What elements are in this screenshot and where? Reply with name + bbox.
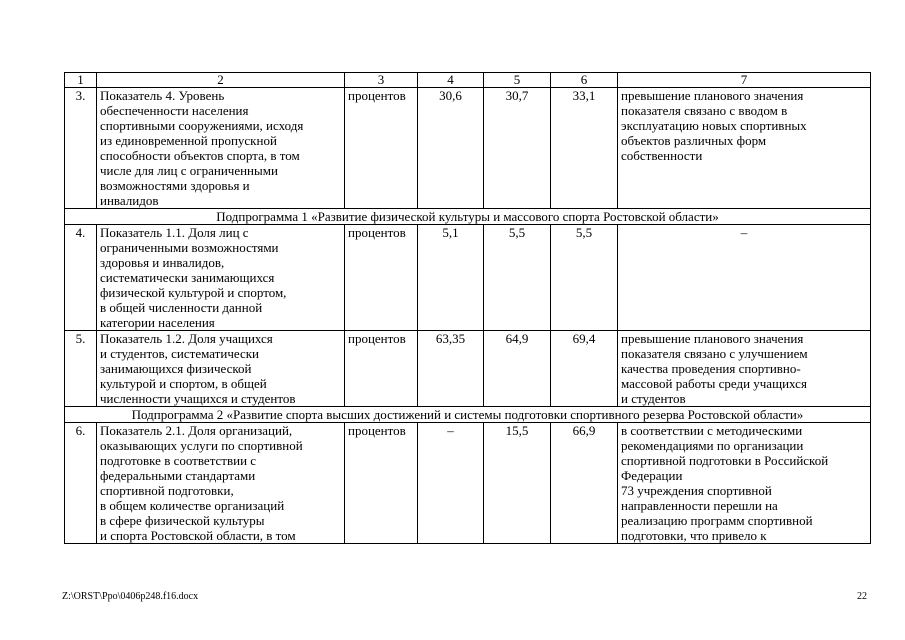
- value-cell: 33,1: [551, 88, 618, 209]
- row-number: 3.: [65, 88, 97, 209]
- indicators-table: [64, 72, 871, 544]
- column-header: 6: [551, 73, 618, 88]
- table-row: [65, 88, 871, 209]
- table-header-row: [65, 73, 871, 88]
- value-cell: 64,9: [484, 331, 551, 407]
- note-cell: –: [618, 225, 871, 331]
- note-cell: превышение планового значения показателя связано с вводом в эксплуатацию новых спортивных объектов различных форм собственности: [618, 88, 871, 209]
- value-cell: 69,4: [551, 331, 618, 407]
- indicator-cell: Показатель 4. Уровень обеспеченности населения спортивными сооружениями, исходя из единовременной пропускной способности объектов спорта, в том числе для лиц с ограниченными возможностями здоровья и инвалидов: [97, 88, 345, 209]
- row-number: 6.: [65, 423, 97, 544]
- subprogram-title: Подпрограмма 1 «Развитие физической культуры и массового спорта Ростовской области»: [65, 209, 871, 225]
- value-cell: 5,1: [418, 225, 484, 331]
- value-cell: 5,5: [484, 225, 551, 331]
- column-header: 7: [618, 73, 871, 88]
- column-header: 2: [97, 73, 345, 88]
- indicator-cell: Показатель 1.1. Доля лиц с ограниченными возможностями здоровья и инвалидов, систематически занимающихся физической культурой и спортом, в общей численности данной категории населения: [97, 225, 345, 331]
- unit-cell: процентов: [345, 331, 418, 407]
- note-cell: превышение планового значения показателя связано с улучшением качества проведения спортивно- массовой работы среди учащихся и студентов: [618, 331, 871, 407]
- subprogram-row: [65, 209, 871, 225]
- column-header: 4: [418, 73, 484, 88]
- value-cell: 5,5: [551, 225, 618, 331]
- row-number: 4.: [65, 225, 97, 331]
- unit-cell: процентов: [345, 423, 418, 544]
- subprogram-row: [65, 407, 871, 423]
- row-number: 5.: [65, 331, 97, 407]
- column-header: 1: [65, 73, 97, 88]
- value-cell: 30,7: [484, 88, 551, 209]
- table-row: [65, 225, 871, 331]
- indicator-cell: Показатель 2.1. Доля организаций, оказывающих услуги по спортивной подготовке в соответствии с федеральными стандартами спортивной подготовки, в общем количестве организаций в сфере физической культуры и спорта Ростовской области, в том: [97, 423, 345, 544]
- table-row: [65, 423, 871, 544]
- unit-cell: процентов: [345, 225, 418, 331]
- subprogram-title: Подпрограмма 2 «Развитие спорта высших достижений и системы подготовки спортивного резерва Ростовской области»: [65, 407, 871, 423]
- page-number: 22: [857, 591, 867, 602]
- value-cell: 66,9: [551, 423, 618, 544]
- column-header: 3: [345, 73, 418, 88]
- value-cell: 30,6: [418, 88, 484, 209]
- file-path-footer: Z:\ORST\Ppo\0406p248.f16.docx: [62, 591, 199, 602]
- unit-cell: процентов: [345, 88, 418, 209]
- table-row: [65, 331, 871, 407]
- column-header: 5: [484, 73, 551, 88]
- indicator-cell: Показатель 1.2. Доля учащихся и студентов, систематически занимающихся физической культурой и спортом, в общей численности учащихся и студентов: [97, 331, 345, 407]
- value-cell: –: [418, 423, 484, 544]
- value-cell: 15,5: [484, 423, 551, 544]
- note-cell: в соответствии с методическими рекомендациями по организации спортивной подготовки в Российской Федерации 73 учреждения спортивной направленности перешли на реализацию программ спортивной подготовки, что привело к: [618, 423, 871, 544]
- value-cell: 63,35: [418, 331, 484, 407]
